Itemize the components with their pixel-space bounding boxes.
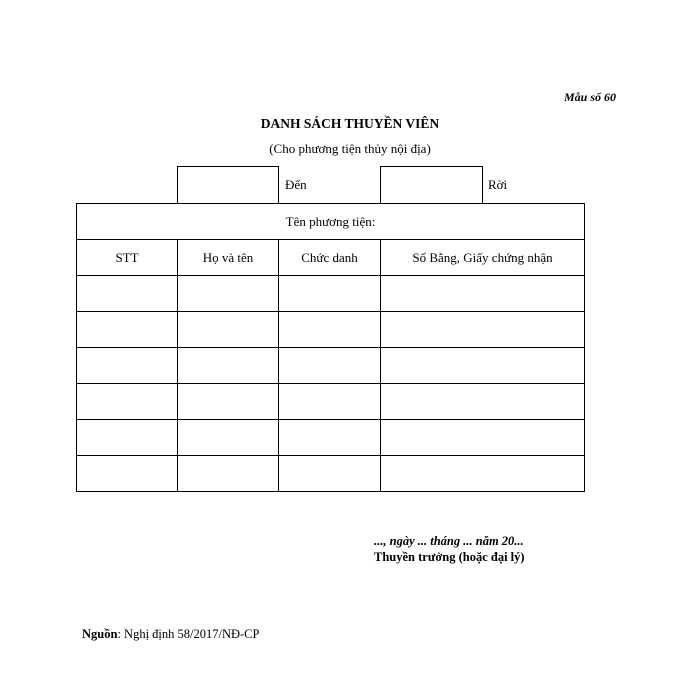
table-row [77,456,585,492]
table-cell[interactable] [178,312,279,348]
table-cell[interactable] [178,384,279,420]
table-row [77,348,585,384]
table-cell[interactable] [279,276,381,312]
departure-label: Rời [488,177,508,192]
table-cell[interactable] [279,420,381,456]
table-cell[interactable] [77,384,178,420]
source-text: : Nghị định 58/2017/NĐ-CP [117,627,260,641]
arrival-label: Đến [285,177,307,192]
table-cell[interactable] [279,348,381,384]
table-cell[interactable] [178,276,279,312]
column-header-name: Họ và tên [178,240,279,276]
column-header-certificate: Số Bằng, Giấy chứng nhận [381,240,585,276]
table-cell[interactable] [77,456,178,492]
table-cell[interactable] [381,276,585,312]
table-cell[interactable] [279,384,381,420]
table-cell[interactable] [381,384,585,420]
arrival-box[interactable] [177,166,279,204]
table-cell[interactable] [178,456,279,492]
table-cell[interactable] [279,456,381,492]
table-cell[interactable] [77,420,178,456]
table-row [77,420,585,456]
table-header-row [77,240,585,276]
table-row [77,384,585,420]
table-cell[interactable] [77,276,178,312]
column-header-stt: STT [77,240,178,276]
page-subtitle: (Cho phương tiện thủy nội địa) [269,141,431,156]
table-cell[interactable] [381,348,585,384]
crew-list-table [76,203,585,492]
table-cell[interactable] [381,312,585,348]
vessel-name-label: Tên phương tiện: [77,204,585,240]
table-cell[interactable] [381,420,585,456]
page-title: DANH SÁCH THUYỀN VIÊN [260,116,440,131]
table-cell[interactable] [178,420,279,456]
date-line: ..., ngày ... tháng ... năm 20... [374,534,524,548]
column-header-title: Chức danh [279,240,381,276]
table-cell[interactable] [77,312,178,348]
table-cell[interactable] [381,456,585,492]
table-row [77,276,585,312]
departure-box[interactable] [380,166,483,204]
source-note [82,627,259,642]
table-cell[interactable] [178,348,279,384]
source-label: Nguồn [82,627,118,641]
table-cell[interactable] [279,312,381,348]
form-number: Mẫu số 60 [563,90,616,104]
table-cell[interactable] [77,348,178,384]
table-row [77,312,585,348]
signer-title: Thuyền trưởng (hoặc đại lý) [374,550,525,564]
